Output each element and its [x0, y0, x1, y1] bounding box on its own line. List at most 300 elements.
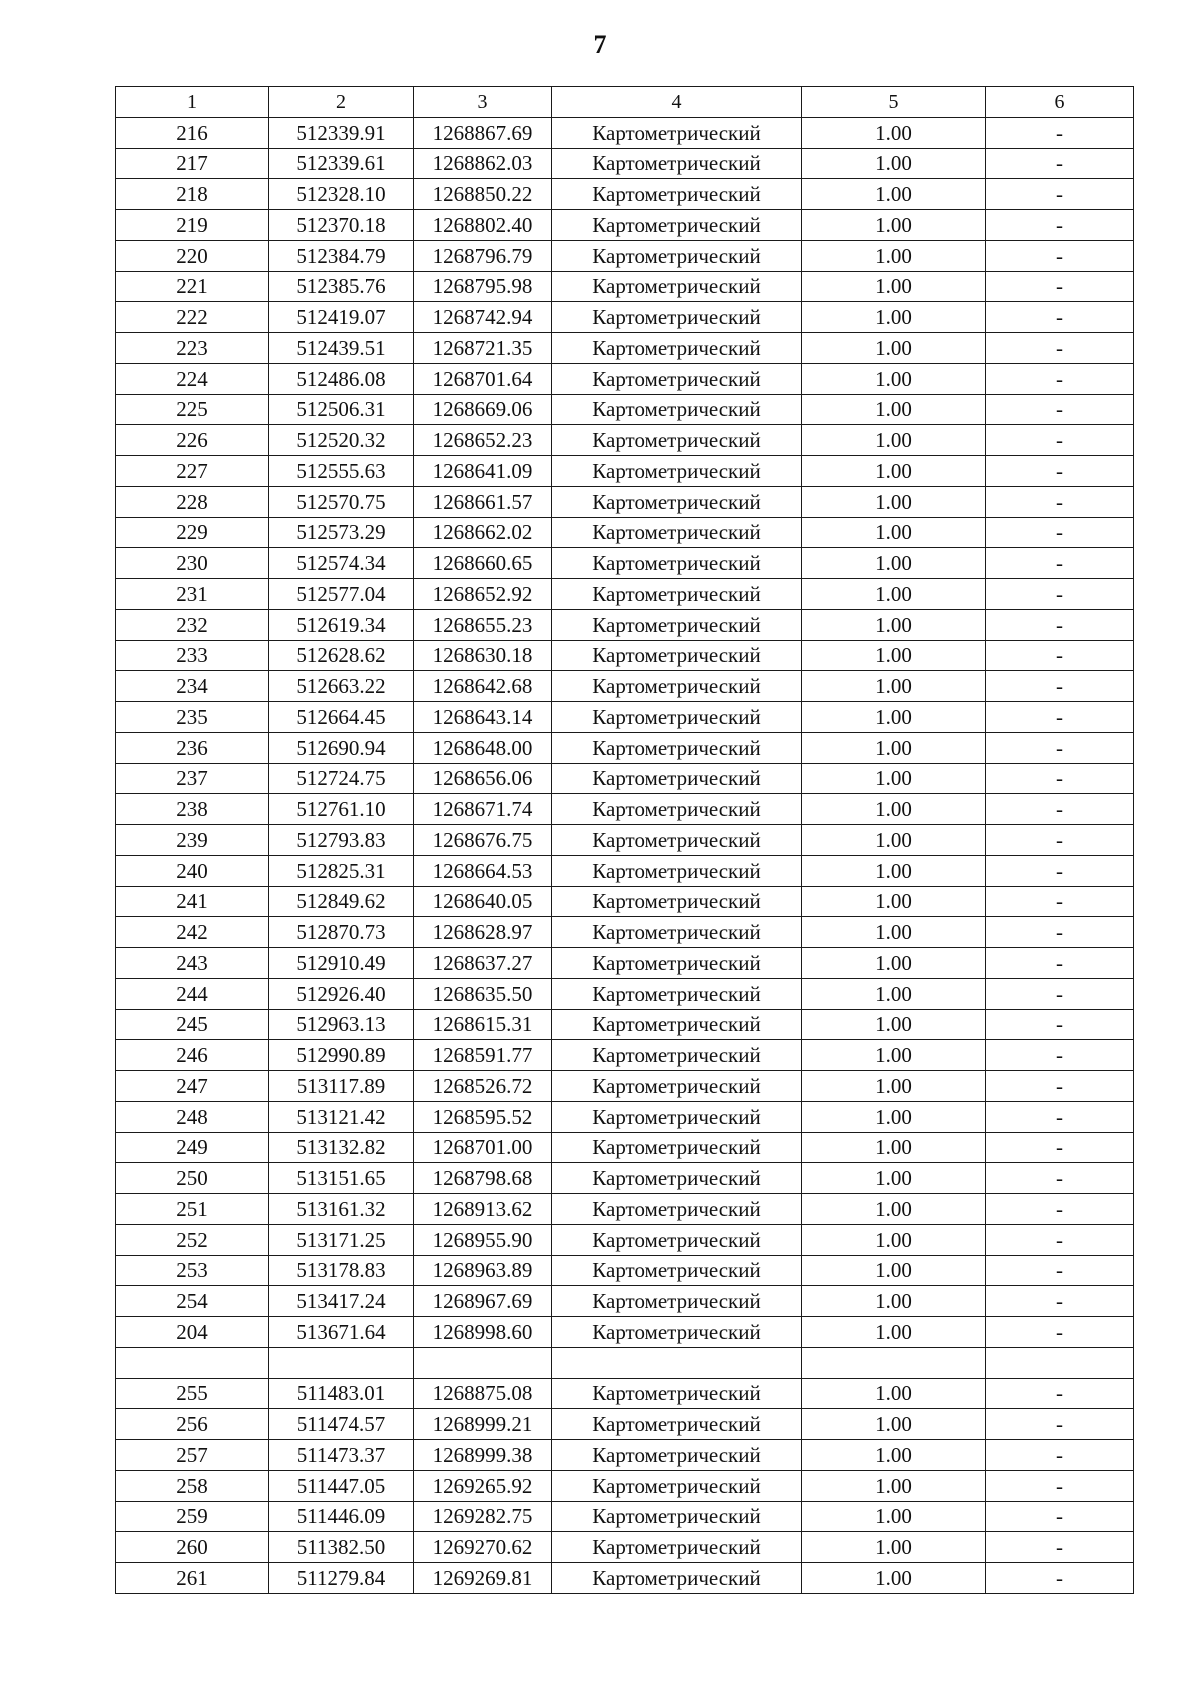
- method-cell: Картометрический: [552, 702, 802, 733]
- point-number-cell: 240: [116, 855, 269, 886]
- table-row: [116, 1347, 1134, 1378]
- y-coordinate-cell: 1268660.65: [414, 548, 552, 579]
- table-row: [116, 1071, 1134, 1102]
- table-row: [116, 732, 1134, 763]
- y-coordinate-cell: 1268526.72: [414, 1071, 552, 1102]
- point-number-cell: 204: [116, 1317, 269, 1348]
- accuracy-cell: 1.00: [802, 1440, 986, 1471]
- method-cell: Картометрический: [552, 1163, 802, 1194]
- y-coordinate-cell: 1268802.40: [414, 210, 552, 241]
- method-cell: Картометрический: [552, 1470, 802, 1501]
- accuracy-cell: 1.00: [802, 1071, 986, 1102]
- point-number-cell: 223: [116, 333, 269, 364]
- x-coordinate-cell: 512370.18: [269, 210, 414, 241]
- table-row: [116, 1470, 1134, 1501]
- header-cell-5: 5: [802, 87, 986, 118]
- y-coordinate-cell: 1268652.92: [414, 579, 552, 610]
- point-number-cell: 235: [116, 702, 269, 733]
- method-cell: Картометрический: [552, 763, 802, 794]
- point-number-cell: 246: [116, 1040, 269, 1071]
- note-cell: -: [986, 1286, 1134, 1317]
- table-row: [116, 1040, 1134, 1071]
- table-row: [116, 179, 1134, 210]
- note-cell: -: [986, 609, 1134, 640]
- note-cell: -: [986, 1440, 1134, 1471]
- table-row: [116, 1286, 1134, 1317]
- point-number-cell: 260: [116, 1532, 269, 1563]
- table-row: [116, 456, 1134, 487]
- table-row: [116, 1255, 1134, 1286]
- x-coordinate-cell: 512384.79: [269, 240, 414, 271]
- method-cell: Картометрический: [552, 1409, 802, 1440]
- point-number-cell: [116, 1347, 269, 1378]
- note-cell: -: [986, 886, 1134, 917]
- x-coordinate-cell: 513117.89: [269, 1071, 414, 1102]
- accuracy-cell: 1.00: [802, 1563, 986, 1594]
- method-cell: Картометрический: [552, 333, 802, 364]
- y-coordinate-cell: 1268662.02: [414, 517, 552, 548]
- accuracy-cell: 1.00: [802, 886, 986, 917]
- note-cell: -: [986, 486, 1134, 517]
- x-coordinate-cell: 512520.32: [269, 425, 414, 456]
- y-coordinate-cell: 1268648.00: [414, 732, 552, 763]
- x-coordinate-cell: 513671.64: [269, 1317, 414, 1348]
- y-coordinate-cell: 1268595.52: [414, 1101, 552, 1132]
- x-coordinate-cell: 512619.34: [269, 609, 414, 640]
- table-row: [116, 486, 1134, 517]
- note-cell: -: [986, 1040, 1134, 1071]
- accuracy-cell: 1.00: [802, 579, 986, 610]
- y-coordinate-cell: 1268850.22: [414, 179, 552, 210]
- x-coordinate-cell: 511447.05: [269, 1470, 414, 1501]
- table-row: [116, 825, 1134, 856]
- point-number-cell: 234: [116, 671, 269, 702]
- method-cell: Картометрический: [552, 886, 802, 917]
- point-number-cell: 226: [116, 425, 269, 456]
- method-cell: Картометрический: [552, 1563, 802, 1594]
- x-coordinate-cell: 511483.01: [269, 1378, 414, 1409]
- table-row: [116, 363, 1134, 394]
- accuracy-cell: [802, 1347, 986, 1378]
- x-coordinate-cell: 512963.13: [269, 1009, 414, 1040]
- table-row: [116, 1317, 1134, 1348]
- method-cell: Картометрический: [552, 1132, 802, 1163]
- x-coordinate-cell: 513171.25: [269, 1224, 414, 1255]
- point-number-cell: 239: [116, 825, 269, 856]
- accuracy-cell: 1.00: [802, 486, 986, 517]
- accuracy-cell: 1.00: [802, 1163, 986, 1194]
- y-coordinate-cell: 1269265.92: [414, 1470, 552, 1501]
- point-number-cell: 259: [116, 1501, 269, 1532]
- accuracy-cell: 1.00: [802, 702, 986, 733]
- note-cell: -: [986, 1563, 1134, 1594]
- note-cell: -: [986, 333, 1134, 364]
- table-row: [116, 1532, 1134, 1563]
- table-row: [116, 671, 1134, 702]
- y-coordinate-cell: 1269282.75: [414, 1501, 552, 1532]
- method-cell: Картометрический: [552, 1532, 802, 1563]
- x-coordinate-cell: 512419.07: [269, 302, 414, 333]
- method-cell: Картометрический: [552, 855, 802, 886]
- table-row: [116, 240, 1134, 271]
- x-coordinate-cell: 513417.24: [269, 1286, 414, 1317]
- point-number-cell: 248: [116, 1101, 269, 1132]
- table-row: [116, 1501, 1134, 1532]
- method-cell: Картометрический: [552, 179, 802, 210]
- point-number-cell: 236: [116, 732, 269, 763]
- method-cell: [552, 1347, 802, 1378]
- point-number-cell: 250: [116, 1163, 269, 1194]
- accuracy-cell: 1.00: [802, 1009, 986, 1040]
- y-coordinate-cell: 1268875.08: [414, 1378, 552, 1409]
- y-coordinate-cell: 1268913.62: [414, 1194, 552, 1225]
- header-cell-3: 3: [414, 87, 552, 118]
- method-cell: Картометрический: [552, 363, 802, 394]
- note-cell: -: [986, 456, 1134, 487]
- table-row: [116, 1440, 1134, 1471]
- accuracy-cell: 1.00: [802, 1286, 986, 1317]
- note-cell: -: [986, 117, 1134, 148]
- y-coordinate-cell: 1268664.53: [414, 855, 552, 886]
- table-row: [116, 609, 1134, 640]
- point-number-cell: 222: [116, 302, 269, 333]
- x-coordinate-cell: 513151.65: [269, 1163, 414, 1194]
- method-cell: Картометрический: [552, 1009, 802, 1040]
- point-number-cell: 243: [116, 948, 269, 979]
- note-cell: -: [986, 732, 1134, 763]
- point-number-cell: 230: [116, 548, 269, 579]
- method-cell: Картометрический: [552, 579, 802, 610]
- x-coordinate-cell: 513178.83: [269, 1255, 414, 1286]
- table-row: [116, 948, 1134, 979]
- note-cell: -: [986, 1194, 1134, 1225]
- method-cell: Картометрический: [552, 1440, 802, 1471]
- x-coordinate-cell: 511473.37: [269, 1440, 414, 1471]
- accuracy-cell: 1.00: [802, 425, 986, 456]
- header-cell-6: 6: [986, 87, 1134, 118]
- header-cell-2: 2: [269, 87, 414, 118]
- point-number-cell: 231: [116, 579, 269, 610]
- table-row: [116, 210, 1134, 241]
- x-coordinate-cell: 512570.75: [269, 486, 414, 517]
- y-coordinate-cell: 1268640.05: [414, 886, 552, 917]
- method-cell: Картометрический: [552, 1255, 802, 1286]
- y-coordinate-cell: 1268998.60: [414, 1317, 552, 1348]
- y-coordinate-cell: 1268635.50: [414, 978, 552, 1009]
- table-row: [116, 640, 1134, 671]
- point-number-cell: 242: [116, 917, 269, 948]
- method-cell: Картометрический: [552, 210, 802, 241]
- x-coordinate-cell: 512849.62: [269, 886, 414, 917]
- y-coordinate-cell: 1268656.06: [414, 763, 552, 794]
- note-cell: -: [986, 517, 1134, 548]
- note-cell: -: [986, 548, 1134, 579]
- accuracy-cell: 1.00: [802, 117, 986, 148]
- method-cell: Картометрический: [552, 1224, 802, 1255]
- accuracy-cell: 1.00: [802, 271, 986, 302]
- note-cell: -: [986, 1101, 1134, 1132]
- note-cell: -: [986, 425, 1134, 456]
- table-row: [116, 1409, 1134, 1440]
- point-number-cell: 244: [116, 978, 269, 1009]
- x-coordinate-cell: 512573.29: [269, 517, 414, 548]
- y-coordinate-cell: 1269269.81: [414, 1563, 552, 1594]
- method-cell: Картометрический: [552, 394, 802, 425]
- accuracy-cell: 1.00: [802, 179, 986, 210]
- y-coordinate-cell: 1268676.75: [414, 825, 552, 856]
- note-cell: -: [986, 1470, 1134, 1501]
- note-cell: -: [986, 1409, 1134, 1440]
- note-cell: -: [986, 702, 1134, 733]
- x-coordinate-cell: 512870.73: [269, 917, 414, 948]
- table-row: [116, 1194, 1134, 1225]
- point-number-cell: 257: [116, 1440, 269, 1471]
- note-cell: -: [986, 1163, 1134, 1194]
- y-coordinate-cell: 1269270.62: [414, 1532, 552, 1563]
- accuracy-cell: 1.00: [802, 1378, 986, 1409]
- note-cell: -: [986, 179, 1134, 210]
- point-number-cell: 216: [116, 117, 269, 148]
- accuracy-cell: 1.00: [802, 1501, 986, 1532]
- accuracy-cell: 1.00: [802, 240, 986, 271]
- x-coordinate-cell: 513161.32: [269, 1194, 414, 1225]
- note-cell: -: [986, 240, 1134, 271]
- accuracy-cell: 1.00: [802, 671, 986, 702]
- table-row: [116, 886, 1134, 917]
- point-number-cell: 219: [116, 210, 269, 241]
- y-coordinate-cell: 1268701.00: [414, 1132, 552, 1163]
- point-number-cell: 254: [116, 1286, 269, 1317]
- x-coordinate-cell: 512761.10: [269, 794, 414, 825]
- note-cell: -: [986, 210, 1134, 241]
- note-cell: -: [986, 1317, 1134, 1348]
- y-coordinate-cell: [414, 1347, 552, 1378]
- point-number-cell: 255: [116, 1378, 269, 1409]
- point-number-cell: 232: [116, 609, 269, 640]
- accuracy-cell: 1.00: [802, 917, 986, 948]
- x-coordinate-cell: 513132.82: [269, 1132, 414, 1163]
- x-coordinate-cell: 512793.83: [269, 825, 414, 856]
- table-row: [116, 148, 1134, 179]
- point-number-cell: 247: [116, 1071, 269, 1102]
- point-number-cell: 253: [116, 1255, 269, 1286]
- note-cell: -: [986, 1532, 1134, 1563]
- note-cell: -: [986, 978, 1134, 1009]
- x-coordinate-cell: [269, 1347, 414, 1378]
- header-cell-1: 1: [116, 87, 269, 118]
- x-coordinate-cell: 511474.57: [269, 1409, 414, 1440]
- header-cell-4: 4: [552, 87, 802, 118]
- x-coordinate-cell: 512328.10: [269, 179, 414, 210]
- point-number-cell: 241: [116, 886, 269, 917]
- y-coordinate-cell: 1268615.31: [414, 1009, 552, 1040]
- accuracy-cell: 1.00: [802, 148, 986, 179]
- point-number-cell: 245: [116, 1009, 269, 1040]
- table-row: [116, 302, 1134, 333]
- note-cell: -: [986, 763, 1134, 794]
- accuracy-cell: 1.00: [802, 1409, 986, 1440]
- header-row: [116, 87, 1134, 118]
- method-cell: Картометрический: [552, 117, 802, 148]
- note-cell: -: [986, 363, 1134, 394]
- x-coordinate-cell: 512910.49: [269, 948, 414, 979]
- note-cell: -: [986, 825, 1134, 856]
- method-cell: Картометрический: [552, 456, 802, 487]
- y-coordinate-cell: 1268591.77: [414, 1040, 552, 1071]
- x-coordinate-cell: 513121.42: [269, 1101, 414, 1132]
- x-coordinate-cell: 511446.09: [269, 1501, 414, 1532]
- point-number-cell: 233: [116, 640, 269, 671]
- y-coordinate-cell: 1268641.09: [414, 456, 552, 487]
- accuracy-cell: 1.00: [802, 1101, 986, 1132]
- x-coordinate-cell: 512690.94: [269, 732, 414, 763]
- y-coordinate-cell: 1268796.79: [414, 240, 552, 271]
- table-row: [116, 855, 1134, 886]
- table-row: [116, 978, 1134, 1009]
- y-coordinate-cell: 1268671.74: [414, 794, 552, 825]
- accuracy-cell: 1.00: [802, 210, 986, 241]
- note-cell: -: [986, 394, 1134, 425]
- point-number-cell: 249: [116, 1132, 269, 1163]
- note-cell: -: [986, 271, 1134, 302]
- x-coordinate-cell: 512439.51: [269, 333, 414, 364]
- method-cell: Картометрический: [552, 794, 802, 825]
- accuracy-cell: 1.00: [802, 978, 986, 1009]
- x-coordinate-cell: 512663.22: [269, 671, 414, 702]
- accuracy-cell: 1.00: [802, 1224, 986, 1255]
- point-number-cell: 252: [116, 1224, 269, 1255]
- note-cell: -: [986, 794, 1134, 825]
- note-cell: -: [986, 148, 1134, 179]
- table-row: [116, 333, 1134, 364]
- x-coordinate-cell: 512339.61: [269, 148, 414, 179]
- note-cell: -: [986, 671, 1134, 702]
- method-cell: Картометрический: [552, 640, 802, 671]
- accuracy-cell: 1.00: [802, 1194, 986, 1225]
- x-coordinate-cell: 512339.91: [269, 117, 414, 148]
- table-row: [116, 1378, 1134, 1409]
- method-cell: Картометрический: [552, 486, 802, 517]
- y-coordinate-cell: 1268655.23: [414, 609, 552, 640]
- accuracy-cell: 1.00: [802, 1317, 986, 1348]
- note-cell: -: [986, 1009, 1134, 1040]
- accuracy-cell: 1.00: [802, 948, 986, 979]
- method-cell: Картометрический: [552, 148, 802, 179]
- point-number-cell: 251: [116, 1194, 269, 1225]
- page-number: 7: [593, 30, 607, 59]
- point-number-cell: 217: [116, 148, 269, 179]
- point-number-cell: 220: [116, 240, 269, 271]
- point-number-cell: 237: [116, 763, 269, 794]
- table-row: [116, 702, 1134, 733]
- x-coordinate-cell: 512628.62: [269, 640, 414, 671]
- method-cell: Картометрический: [552, 917, 802, 948]
- y-coordinate-cell: 1268652.23: [414, 425, 552, 456]
- y-coordinate-cell: 1268721.35: [414, 333, 552, 364]
- point-number-cell: 221: [116, 271, 269, 302]
- point-number-cell: 261: [116, 1563, 269, 1594]
- method-cell: Картометрический: [552, 271, 802, 302]
- method-cell: Картометрический: [552, 240, 802, 271]
- x-coordinate-cell: 512574.34: [269, 548, 414, 579]
- x-coordinate-cell: 512486.08: [269, 363, 414, 394]
- method-cell: Картометрический: [552, 1194, 802, 1225]
- note-cell: -: [986, 1255, 1134, 1286]
- accuracy-cell: 1.00: [802, 302, 986, 333]
- x-coordinate-cell: 512555.63: [269, 456, 414, 487]
- note-cell: -: [986, 1071, 1134, 1102]
- method-cell: Картометрический: [552, 948, 802, 979]
- method-cell: Картометрический: [552, 1040, 802, 1071]
- accuracy-cell: 1.00: [802, 732, 986, 763]
- y-coordinate-cell: 1268955.90: [414, 1224, 552, 1255]
- accuracy-cell: 1.00: [802, 855, 986, 886]
- point-number-cell: 256: [116, 1409, 269, 1440]
- x-coordinate-cell: 512577.04: [269, 579, 414, 610]
- table-body: [116, 117, 1134, 1593]
- method-cell: Картометрический: [552, 1317, 802, 1348]
- accuracy-cell: 1.00: [802, 763, 986, 794]
- accuracy-cell: 1.00: [802, 363, 986, 394]
- table-row: [116, 579, 1134, 610]
- method-cell: Картометрический: [552, 302, 802, 333]
- y-coordinate-cell: 1268701.64: [414, 363, 552, 394]
- note-cell: -: [986, 948, 1134, 979]
- table-row: [116, 763, 1134, 794]
- note-cell: -: [986, 917, 1134, 948]
- y-coordinate-cell: 1268999.21: [414, 1409, 552, 1440]
- accuracy-cell: 1.00: [802, 333, 986, 364]
- point-number-cell: 258: [116, 1470, 269, 1501]
- note-cell: -: [986, 855, 1134, 886]
- y-coordinate-cell: 1268798.68: [414, 1163, 552, 1194]
- method-cell: Картометрический: [552, 978, 802, 1009]
- accuracy-cell: 1.00: [802, 517, 986, 548]
- table-row: [116, 1132, 1134, 1163]
- method-cell: Картометрический: [552, 1378, 802, 1409]
- point-number-cell: 228: [116, 486, 269, 517]
- x-coordinate-cell: 511382.50: [269, 1532, 414, 1563]
- y-coordinate-cell: 1268795.98: [414, 271, 552, 302]
- y-coordinate-cell: 1268867.69: [414, 117, 552, 148]
- y-coordinate-cell: 1268862.03: [414, 148, 552, 179]
- table-row: [116, 1224, 1134, 1255]
- table-row: [116, 517, 1134, 548]
- x-coordinate-cell: 512664.45: [269, 702, 414, 733]
- y-coordinate-cell: 1268999.38: [414, 1440, 552, 1471]
- x-coordinate-cell: 512385.76: [269, 271, 414, 302]
- table-row: [116, 1563, 1134, 1594]
- table-row: [116, 271, 1134, 302]
- table-header: [116, 87, 1134, 118]
- accuracy-cell: 1.00: [802, 1040, 986, 1071]
- point-number-cell: 227: [116, 456, 269, 487]
- accuracy-cell: 1.00: [802, 640, 986, 671]
- y-coordinate-cell: 1268967.69: [414, 1286, 552, 1317]
- accuracy-cell: 1.00: [802, 794, 986, 825]
- method-cell: Картометрический: [552, 425, 802, 456]
- point-number-cell: 218: [116, 179, 269, 210]
- point-number-cell: 224: [116, 363, 269, 394]
- table-row: [116, 394, 1134, 425]
- note-cell: -: [986, 640, 1134, 671]
- note-cell: -: [986, 1501, 1134, 1532]
- accuracy-cell: 1.00: [802, 609, 986, 640]
- y-coordinate-cell: 1268661.57: [414, 486, 552, 517]
- y-coordinate-cell: 1268669.06: [414, 394, 552, 425]
- point-number-cell: 229: [116, 517, 269, 548]
- accuracy-cell: 1.00: [802, 394, 986, 425]
